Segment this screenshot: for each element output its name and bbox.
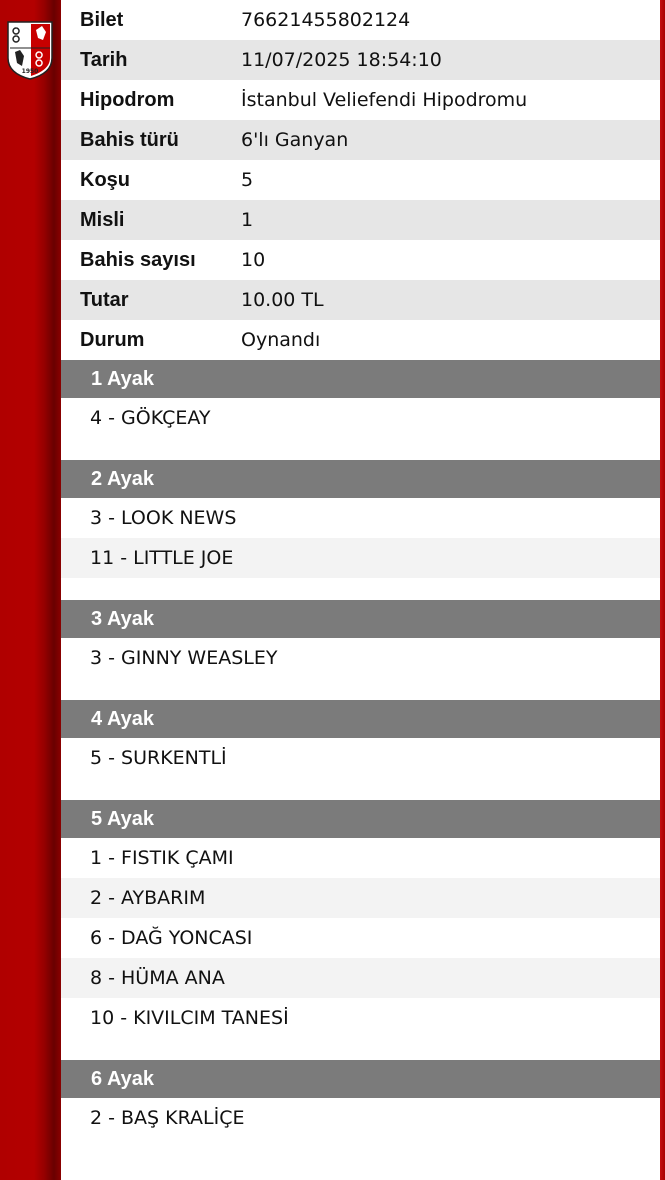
info-value: 5 <box>241 169 254 191</box>
info-label: Bahis sayısı <box>80 248 196 271</box>
info-label: Misli <box>80 208 125 231</box>
leg-header: 6 Ayak <box>61 1060 660 1098</box>
info-row-hipodrom <box>61 80 660 120</box>
leg-section-4 <box>61 700 660 800</box>
horse-item: 6 - DAĞ YONCASI <box>90 927 253 949</box>
leg-header: 5 Ayak <box>61 800 660 838</box>
info-label: Koşu <box>80 168 130 191</box>
leg-header: 3 Ayak <box>61 600 660 638</box>
info-value: İstanbul Veliefendi Hipodromu <box>241 89 528 111</box>
club-crest-icon <box>6 20 54 80</box>
horse-item: 11 - LITTLE JOE <box>61 538 660 578</box>
info-label: Tarih <box>80 48 128 71</box>
info-value: 10 <box>241 249 266 271</box>
horse-item: 8 - HÜMA ANA <box>61 958 660 998</box>
info-value: 76621455802124 <box>241 9 411 31</box>
info-row-bahis-sayisi <box>61 240 660 280</box>
info-row-durum <box>61 320 660 360</box>
leg-header: 1 Ayak <box>61 360 660 398</box>
left-brand-bar <box>0 0 61 1180</box>
leg-section-3 <box>61 600 660 700</box>
info-row-bahis-turu <box>61 120 660 160</box>
horse-item: 2 - BAŞ KRALİÇE <box>90 1107 245 1129</box>
leg-section-6 <box>61 1060 660 1138</box>
info-value: Oynandı <box>241 329 321 351</box>
info-label: Tutar <box>80 288 129 311</box>
ticket-info-table <box>61 0 660 360</box>
info-row-kosu <box>61 160 660 200</box>
info-value: 11/07/2025 18:54:10 <box>241 49 442 71</box>
leg-section-2 <box>61 460 660 600</box>
right-edge-bar <box>660 0 665 1180</box>
info-label: Bahis türü <box>80 128 179 151</box>
horse-item: 3 - LOOK NEWS <box>90 507 237 529</box>
leg-section-5 <box>61 800 660 1060</box>
leg-section-1 <box>61 360 660 460</box>
info-row-tarih <box>61 40 660 80</box>
info-label: Hipodrom <box>80 88 175 111</box>
ticket-content <box>61 0 660 1138</box>
leg-header: 4 Ayak <box>61 700 660 738</box>
leg-header: 2 Ayak <box>61 460 660 498</box>
info-value: 10.00 TL <box>241 289 324 311</box>
info-row-bilet <box>61 0 660 40</box>
horse-item: 4 - GÖKÇEAY <box>90 407 211 429</box>
info-label: Bilet <box>80 8 124 31</box>
horse-item: 2 - AYBARIM <box>61 878 660 918</box>
info-row-tutar <box>61 280 660 320</box>
crest-year: 1950 <box>21 68 39 75</box>
info-label: Durum <box>80 328 145 351</box>
info-value: 6'lı Ganyan <box>241 129 349 151</box>
horse-item: 1 - FISTIK ÇAMI <box>90 847 234 869</box>
info-value: 1 <box>241 209 254 231</box>
horse-item: 3 - GINNY WEASLEY <box>90 647 278 669</box>
info-row-misli <box>61 200 660 240</box>
horse-item: 10 - KIVILCIM TANESİ <box>90 1007 289 1029</box>
horse-item: 5 - SURKENTLİ <box>90 747 227 769</box>
